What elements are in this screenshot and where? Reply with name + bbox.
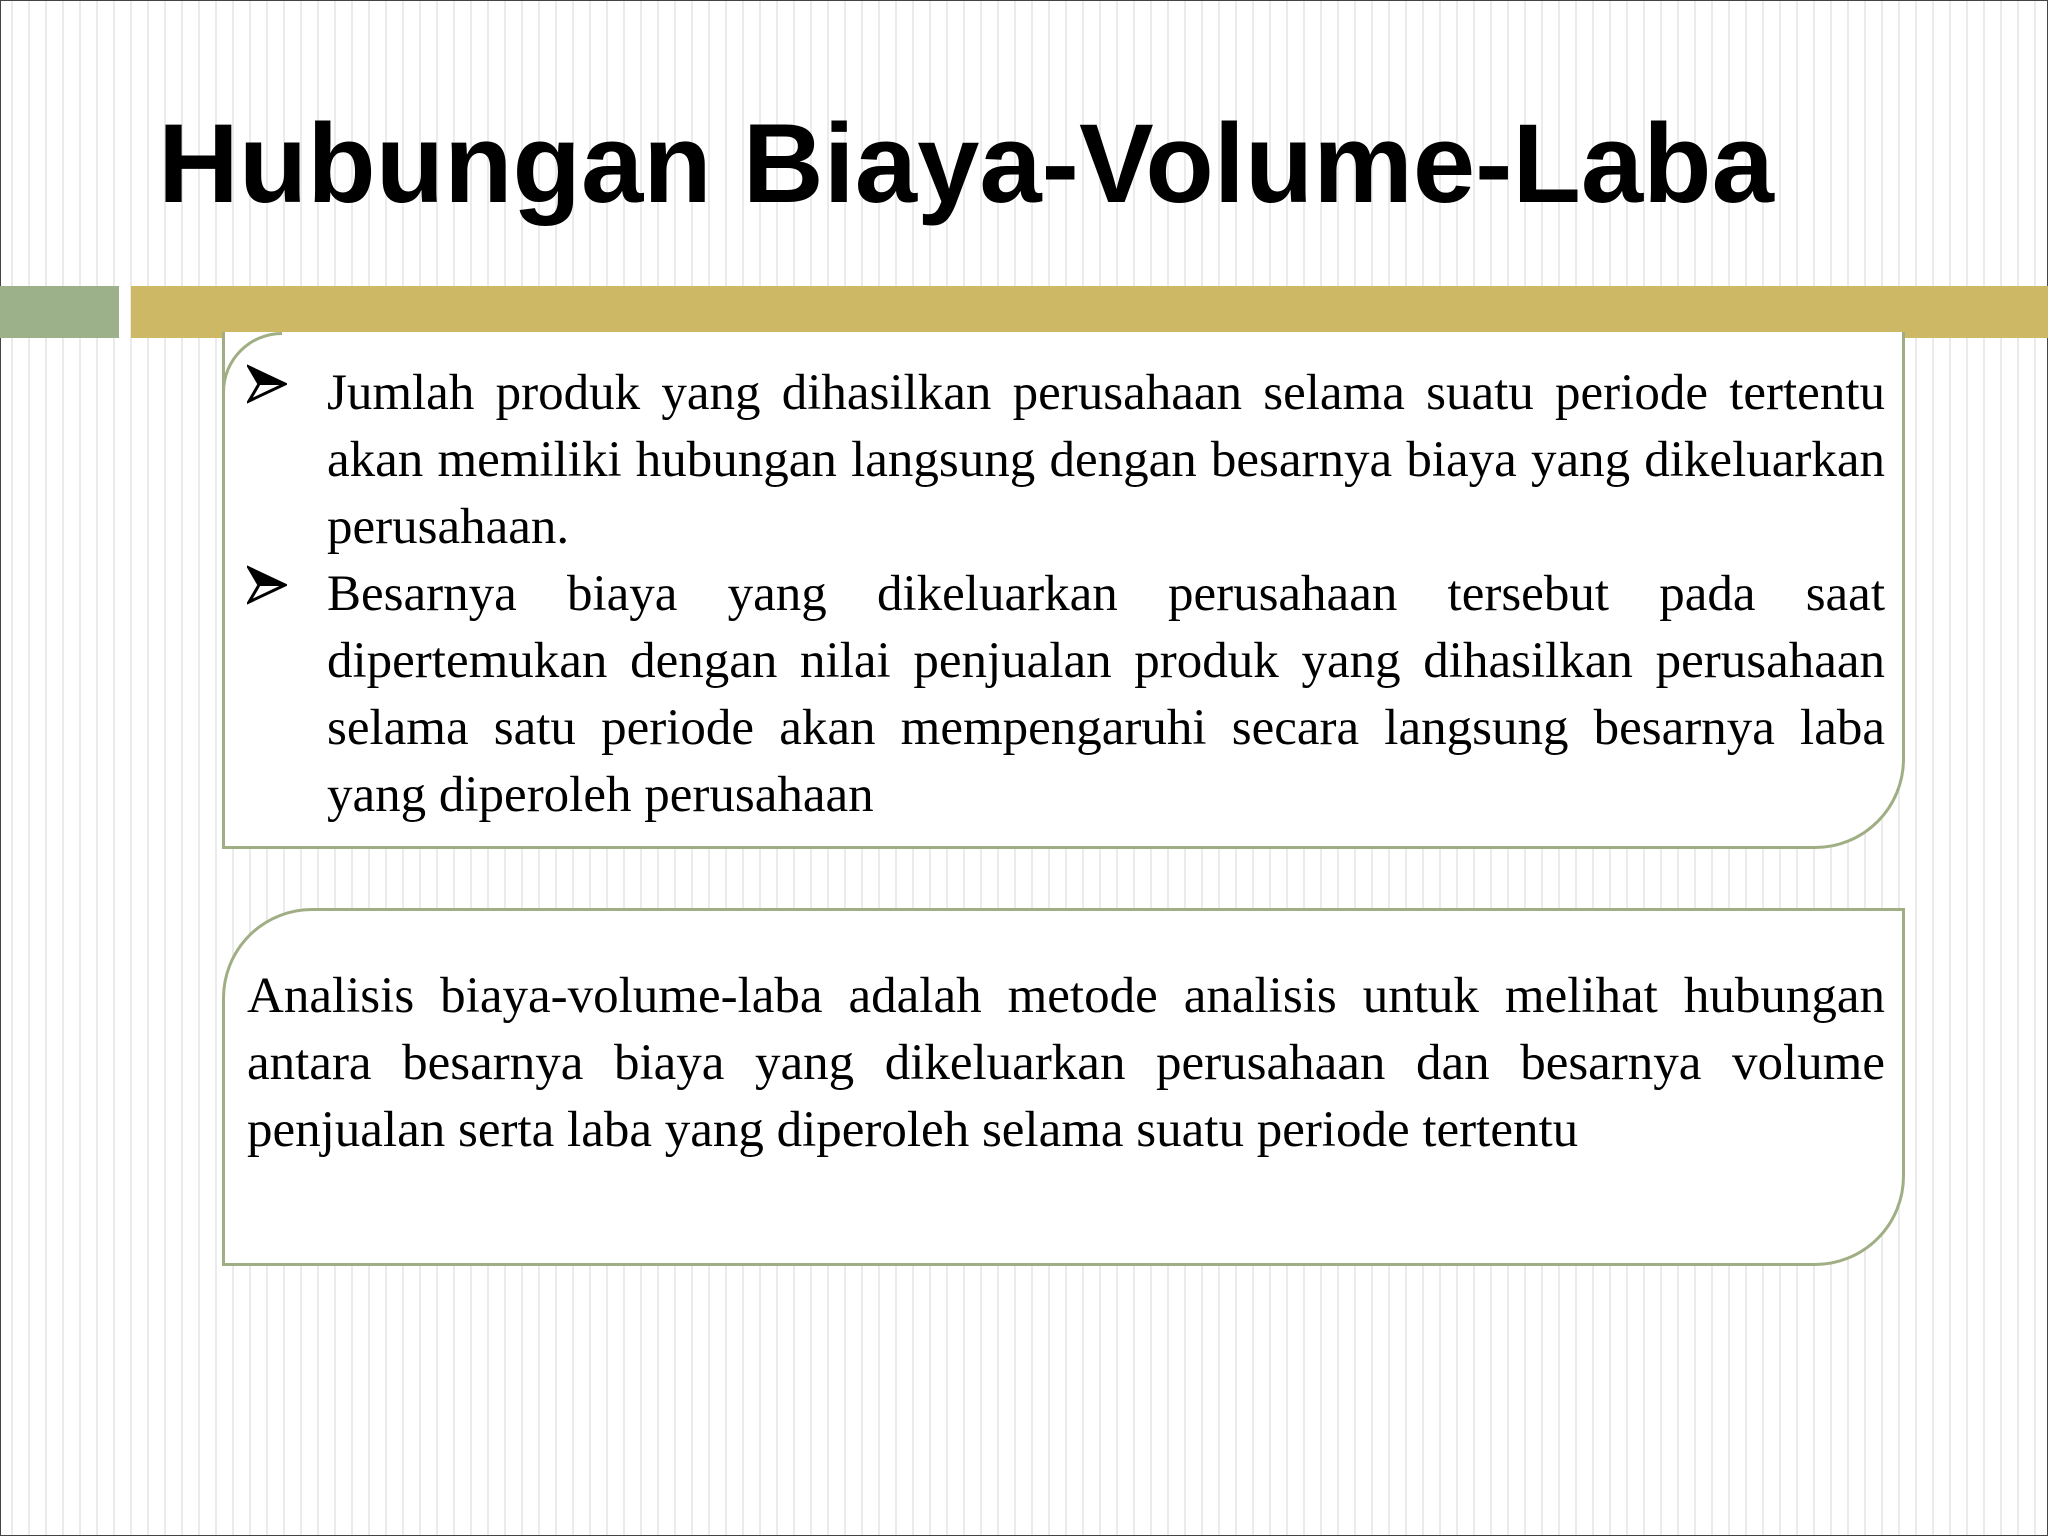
accent-bar-green bbox=[0, 286, 119, 338]
bullet-text: Jumlah produk yang dihasilkan perusahaan selama suatu periode tertentu akan memiliki hubungan langsung dengan besarnya biaya yang dikeluarkan perusahaan. bbox=[327, 365, 1885, 555]
arrowhead-bullet-icon bbox=[247, 364, 287, 404]
bullet-item bbox=[245, 561, 1885, 829]
accent-bar-gold bbox=[131, 286, 2048, 338]
definition-text-box bbox=[222, 908, 1905, 1266]
bullet-text-box bbox=[222, 332, 1905, 849]
arrowhead-bullet-icon bbox=[247, 565, 287, 605]
definition-text: Analisis biaya-volume-laba adalah metode analisis untuk melihat hubungan antara besarnya biaya yang dikeluarkan perusahaan dan besarnya volume penjualan serta laba yang diperoleh selama suatu periode tertentu bbox=[247, 968, 1885, 1158]
bullet-list bbox=[245, 360, 1885, 829]
slide-title: Hubungan Biaya-Volume-Laba bbox=[158, 101, 1774, 226]
bullet-text: Besarnya biaya yang dikeluarkan perusahaan tersebut pada saat dipertemukan dengan nilai penjualan produk yang dihasilkan perusahaan selama satu periode akan mempengaruhi secara langsung besarnya laba yang diperoleh perusahaan bbox=[327, 566, 1885, 823]
bullet-item bbox=[245, 360, 1885, 561]
